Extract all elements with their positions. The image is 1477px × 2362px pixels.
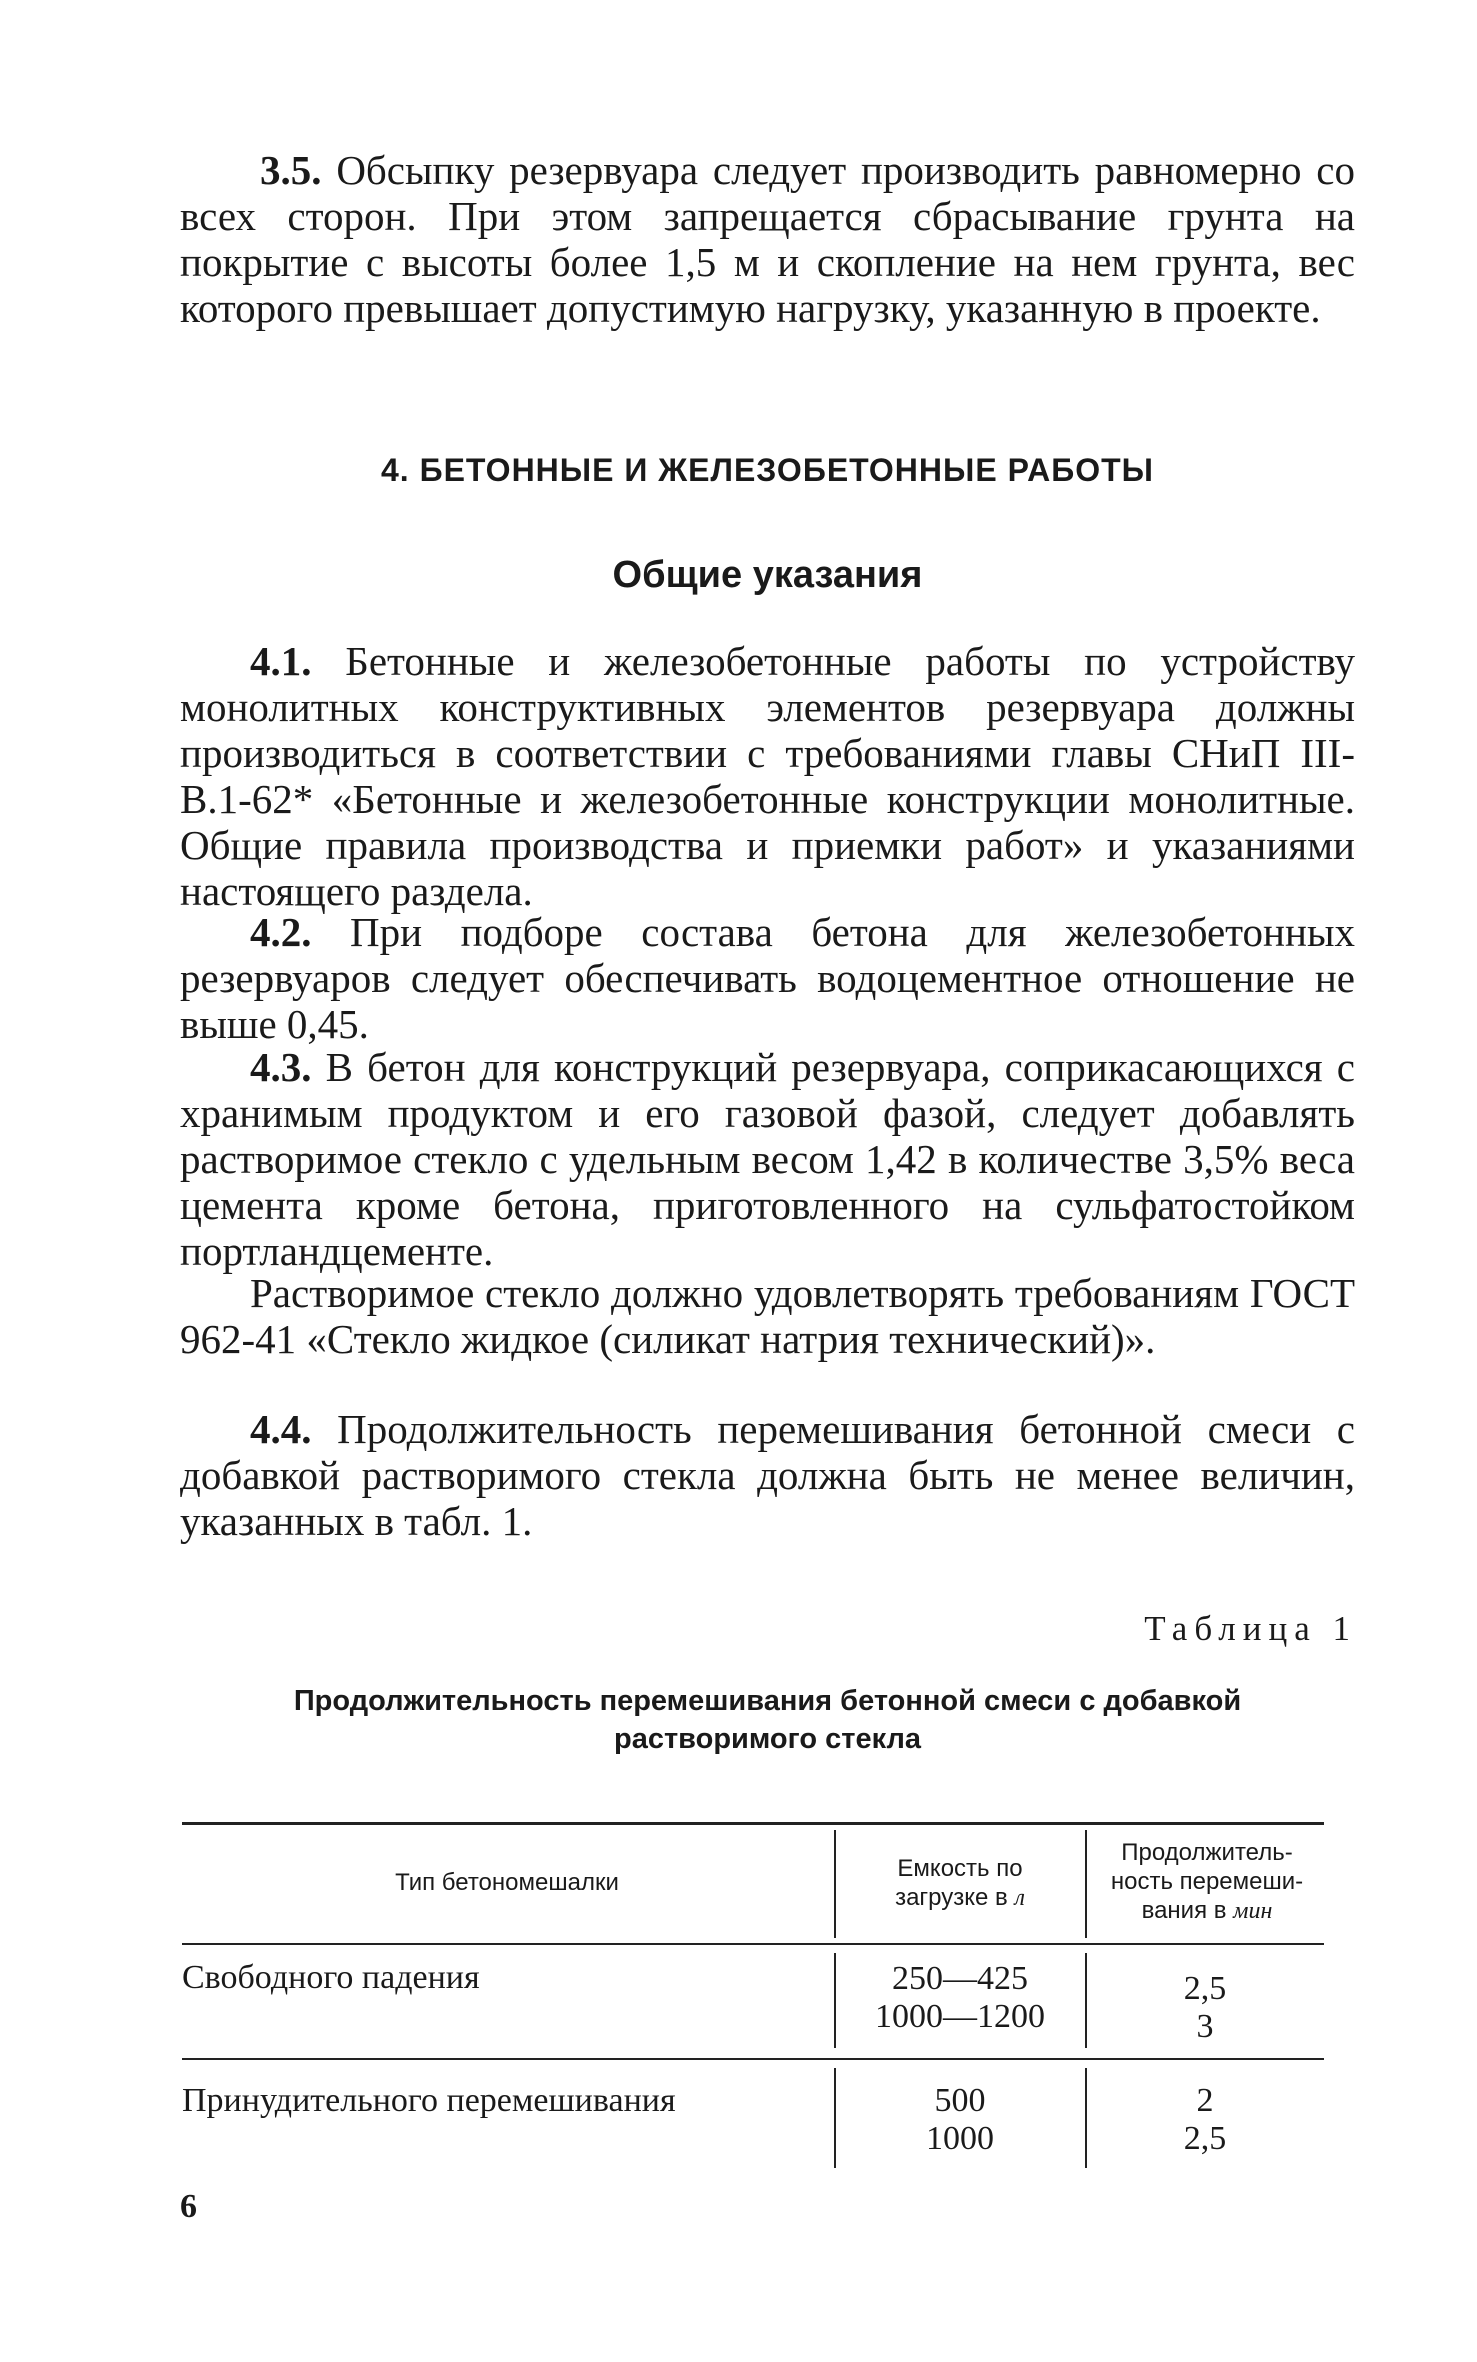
table-header-rule [182,1943,1324,1945]
table-label: Таблица 1 [1144,1609,1357,1648]
paragraph-4-3 [180,1044,1355,1274]
paragraph-3-5 [180,147,1355,331]
table-cell-type: Принудительного перемешивания [182,2082,676,2119]
table-column-divider [834,1953,836,2048]
paragraph-4-2 [180,909,1355,1047]
column-header-capacity [840,1854,1080,1913]
paragraph-number: 4.3. [250,1044,312,1090]
column-header-duration-line: вания в мин [1141,1897,1273,1924]
column-header-type: Тип бетономешалки [395,1869,619,1896]
paragraph-text: В бетон для конструкций резервуара, соприкасающихся с хранимым продуктом и его газовой фазой, следует добавлять растворимое стекло с удельным весом 1,42 в количестве 3,5% веса цемента кроме бетона, приготовленного на сульфатостойком портландцементе. [180,1044,1355,1274]
table-row-rule [182,2058,1324,2060]
column-header-duration [1090,1838,1324,1926]
page-number: 6 [180,2188,197,2225]
unit-label: мин [1233,1898,1273,1924]
table-cell-capacity: 250—425 1000—1200 [875,1960,1045,2035]
table-column-divider [1085,1830,1087,1938]
table-column-divider [1085,1953,1087,2048]
section-heading: 4. БЕТОННЫЕ И ЖЕЛЕЗОБЕТОННЫЕ РАБОТЫ [381,452,1154,488]
table-column-divider [834,1830,836,1938]
paragraph-4-3-continued: Растворимое стекло должно удовлетворять требованиям ГОСТ 962-41 «Стекло жидкое (силикат натрия технический)». [180,1270,1355,1362]
column-header-duration-line: ность перемеши- [1110,1868,1304,1895]
table-cell-type: Свободного падения [182,1959,480,1996]
paragraph-number: 4.1. [250,638,312,684]
table-cell-duration: 2,5 3 [1183,1970,1227,2045]
table-column-divider [834,2068,836,2168]
table-column-divider [1085,2068,1087,2168]
table-cell-capacity: 500 1000 [926,2082,994,2157]
paragraph-text: При подборе состава бетона для железобетонных резервуаров следует обеспечивать водоцементное отношение не выше 0,45. [180,909,1355,1047]
paragraph-text: Продолжительность перемешивания бетонной смеси с добавкой растворимого стекла должна быть не менее величин, указанных в табл. 1. [180,1406,1355,1544]
paragraph-4-1 [180,638,1355,914]
paragraph-number: 3.5. [260,147,322,193]
paragraph-4-4 [180,1406,1355,1544]
paragraph-text: Обсыпку резервуара следует производить равномерно со всех сторон. При этом запрещается сбрасывание грунта на покрытие с высоты более 1,5 м и скопление на нем грунта, вес которого превышает допустимую нагрузку, указанную в проекте. [180,147,1355,331]
paragraph-text: Бетонные и железобетонные работы по устройству монолитных конструктивных элементов резервуара должны производиться в соответствии с требованиями главы СНиП III-В.1-62* «Бетонные и железобетонные конструкции монолитные. Общие правила производства и приемки работ» и указаниями настоящего раздела. [180,638,1355,914]
table-title-line: Продолжительность перемешивания бетонной смеси с добавкой [293,1685,1242,1717]
column-header-capacity-line: загрузке в л [895,1884,1025,1911]
subsection-heading: Общие указания [612,554,923,596]
column-header-capacity-line: Емкость по [897,1855,1023,1882]
unit-label: л [1014,1885,1025,1911]
table-title-line: растворимого стекла [613,1723,921,1755]
paragraph-number: 4.4. [250,1406,312,1452]
table-cell-duration: 2 2,5 [1183,2082,1227,2157]
column-header-duration-line: Продолжитель- [1121,1839,1293,1866]
paragraph-number: 4.2. [250,909,312,955]
table-title [180,1682,1355,1758]
table-top-rule [182,1822,1324,1825]
